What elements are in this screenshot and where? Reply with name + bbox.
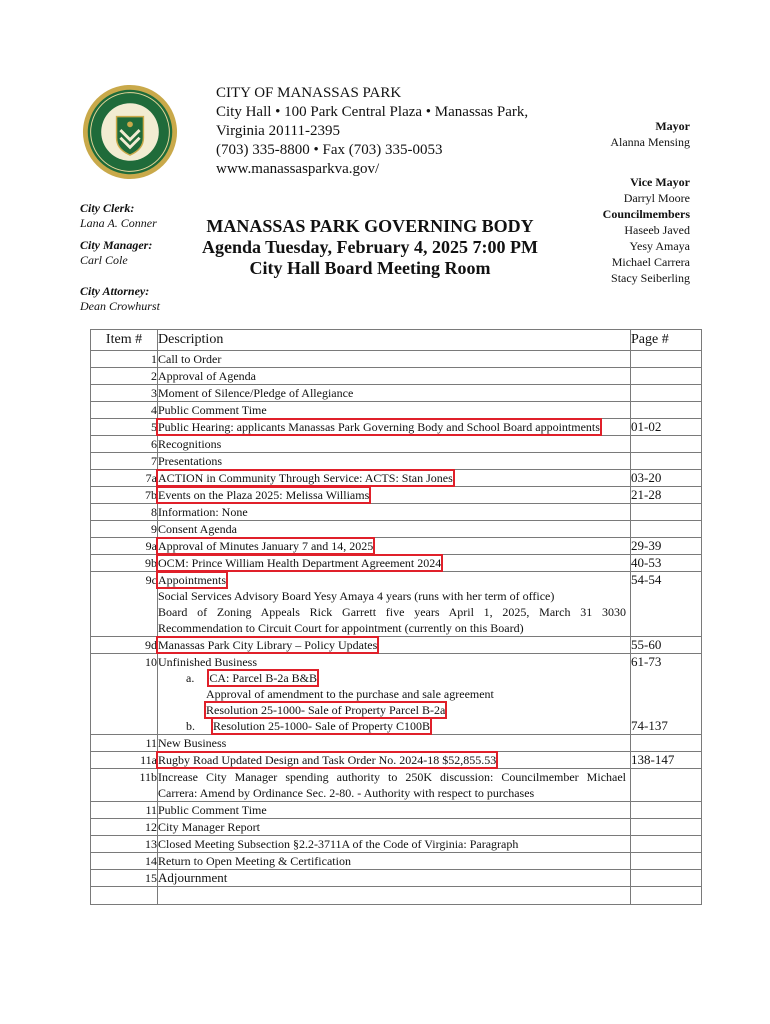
item-page <box>631 521 702 538</box>
city-state-zip: Virginia 20111-2395 <box>216 123 340 139</box>
item-number: 12 <box>91 819 158 836</box>
item-page: 03-20 <box>631 470 702 487</box>
city-manager-name: Carl Cole <box>80 253 128 267</box>
mayor-name: Alanna Mensing <box>610 135 690 149</box>
item-description: Public Comment Time <box>158 802 631 819</box>
governing-body-title: MANASSAS PARK GOVERNING BODY <box>206 216 534 236</box>
item-number: 2 <box>91 368 158 385</box>
sub-item-a <box>158 670 630 686</box>
minutes-approval-link[interactable]: Approval of Minutes January 7 and 14, 2025 <box>158 539 374 553</box>
table-row <box>91 470 702 487</box>
item-description: Presentations <box>158 453 631 470</box>
appointments-link[interactable]: Appointments <box>158 573 226 587</box>
item-number: 15 <box>91 870 158 887</box>
city-clerk-title: City Clerk: <box>80 201 135 215</box>
item-description <box>158 637 631 654</box>
item-page: 55-60 <box>631 637 702 654</box>
sub-item-detail <box>158 702 630 718</box>
health-department-agreement-link[interactable]: OCM: Prince William Health Department Agreement 2024 <box>158 556 442 570</box>
col-page-header: Page # <box>631 330 702 351</box>
sub-item-detail: Approval of amendment to the purchase and sale agreement <box>206 687 494 701</box>
item-page: 21-28 <box>631 487 702 504</box>
agenda-table <box>90 329 702 905</box>
agenda-date: Agenda Tuesday, February 4, 2025 7:00 PM <box>201 237 539 257</box>
unfinished-business-title: Unfinished Business <box>158 655 257 669</box>
item-page: 54-54 <box>631 572 702 637</box>
city-clerk-name: Lana A. Conner <box>80 216 157 230</box>
item-page <box>631 385 702 402</box>
resolution-c100b-link[interactable]: Resolution 25-1000- Sale of Property C100B <box>213 719 430 733</box>
table-row <box>91 654 702 735</box>
item-page <box>631 769 702 802</box>
table-row <box>91 521 702 538</box>
item-number: 5 <box>91 419 158 436</box>
vice-mayor-name: Darryl Moore <box>623 191 690 205</box>
item-page <box>631 402 702 419</box>
councilmember-name: Yesy Amaya <box>629 239 690 253</box>
item-number: 11 <box>91 735 158 752</box>
table-row <box>91 735 702 752</box>
table-row <box>91 853 702 870</box>
item-description: Approval of Agenda <box>158 368 631 385</box>
item-description: Adjournment <box>158 870 631 887</box>
councilmember-name: Stacy Seiberling <box>611 271 690 285</box>
acts-presentation-link[interactable]: ACTION in Community Through Service: ACTS: Stan Jones <box>158 471 453 485</box>
item-description: Consent Agenda <box>158 521 631 538</box>
item-number: 13 <box>91 836 158 853</box>
item-number: 9 <box>91 521 158 538</box>
page-range: 61-73 <box>631 654 662 669</box>
empty-cell <box>158 887 631 905</box>
item-description <box>158 572 631 637</box>
item-description: Moment of Silence/Pledge of Allegiance <box>158 385 631 402</box>
city-attorney-title: City Attorney: <box>80 284 150 298</box>
spending-authority-line: Increase City Manager spending authority to 250K discussion: Councilmember Michael <box>158 770 626 784</box>
table-row <box>91 637 702 654</box>
item-number: 11a <box>91 752 158 769</box>
website: www.manassasparkva.gov/ <box>216 161 380 177</box>
city-seal-logo <box>82 84 178 180</box>
table-row <box>91 572 702 637</box>
city-manager <box>80 238 152 268</box>
item-number: 8 <box>91 504 158 521</box>
table-row <box>91 385 702 402</box>
item-number: 9b <box>91 555 158 572</box>
item-description <box>158 538 631 555</box>
item-number: 11 <box>91 802 158 819</box>
public-hearing-link[interactable]: Public Hearing: applicants Manassas Park Governing Body and School Board appointments <box>158 420 600 434</box>
item-number: 11b <box>91 769 158 802</box>
table-row <box>91 769 702 802</box>
table-row <box>91 836 702 853</box>
empty-cell <box>631 887 702 905</box>
empty-cell <box>91 887 158 905</box>
item-page <box>631 436 702 453</box>
item-page <box>631 351 702 368</box>
item-page <box>631 870 702 887</box>
sub-item-label: b. <box>186 719 195 733</box>
item-number: 1 <box>91 351 158 368</box>
councilmember-name: Haseeb Javed <box>624 223 690 237</box>
table-row <box>91 402 702 419</box>
item-number: 3 <box>91 385 158 402</box>
table-row <box>91 504 702 521</box>
table-row <box>91 802 702 819</box>
item-page <box>631 504 702 521</box>
item-page <box>631 453 702 470</box>
table-row <box>91 368 702 385</box>
table-header-row <box>91 330 702 351</box>
library-policy-link[interactable]: Manassas Park City Library – Policy Updates <box>158 638 378 652</box>
city-attorney <box>80 284 160 314</box>
item-number: 6 <box>91 436 158 453</box>
item-number: 7a <box>91 470 158 487</box>
phone-fax: (703) 335-8800 • Fax (703) 335-0053 <box>216 142 443 158</box>
item-description <box>158 769 631 802</box>
mayor-title: Mayor <box>655 119 690 133</box>
resolution-parcel-b2a-link[interactable]: Resolution 25-1000- Sale of Property Parcel B-2a <box>206 703 446 717</box>
events-on-plaza-link[interactable]: Events on the Plaza 2025: Melissa Williams <box>158 488 370 502</box>
item-number: 9d <box>91 637 158 654</box>
item-number: 7b <box>91 487 158 504</box>
sub-item-label: a. <box>186 671 195 685</box>
meeting-room: City Hall Board Meeting Room <box>249 258 491 278</box>
table-row <box>91 487 702 504</box>
item-description: Call to Order <box>158 351 631 368</box>
page-range: 74-137 <box>631 718 668 733</box>
city-manager-title: City Manager: <box>80 238 153 252</box>
city-clerk <box>80 201 157 231</box>
item-description: City Manager Report <box>158 819 631 836</box>
item-page <box>631 853 702 870</box>
item-number: 14 <box>91 853 158 870</box>
col-item-header: Item # <box>91 330 158 351</box>
table-row <box>91 870 702 887</box>
item-number: 4 <box>91 402 158 419</box>
city-hall-address: City Hall • 100 Park Central Plaza • Manassas Park, <box>216 104 529 120</box>
appointment-detail: Social Services Advisory Board Yesy Amaya 4 years (runs with her term of office) <box>158 589 555 603</box>
item-description: Return to Open Meeting & Certification <box>158 853 631 870</box>
col-description-header: Description <box>158 330 631 351</box>
appointment-detail: Recommendation to Circuit Court for appointment (currently on this Board) <box>158 621 524 635</box>
item-page: 138-147 <box>631 752 702 769</box>
vice-mayor-title: Vice Mayor <box>630 175 690 189</box>
item-page: 29-39 <box>631 538 702 555</box>
item-description: Public Comment Time <box>158 402 631 419</box>
item-page <box>631 819 702 836</box>
table-row <box>91 752 702 769</box>
item-description: Recognitions <box>158 436 631 453</box>
city-attorney-name: Dean Crowhurst <box>80 299 160 313</box>
item-description: Information: None <box>158 504 631 521</box>
table-row <box>91 453 702 470</box>
item-number: 9c <box>91 572 158 637</box>
table-row <box>91 351 702 368</box>
item-description <box>158 752 631 769</box>
item-page: 01-02 <box>631 419 702 436</box>
item-page <box>631 654 702 735</box>
sub-item-b <box>158 718 630 734</box>
council-block <box>603 118 690 286</box>
table-row <box>91 419 702 436</box>
rugby-road-link[interactable]: Rugby Road Updated Design and Task Order No. 2024-18 $52,855.53 <box>158 753 497 767</box>
city-address-block <box>216 84 528 179</box>
item-description <box>158 654 631 735</box>
spending-authority-detail: Carrera: Amend by Ordinance Sec. 2-80. - Authority with respect to purchases <box>158 786 535 800</box>
item-page: 40-53 <box>631 555 702 572</box>
councilmember-name: Michael Carrera <box>611 255 690 269</box>
item-page <box>631 368 702 385</box>
appointment-detail: Board of Zoning Appeals Rick Garrett five years April 1, 2025, March 31 3030 <box>158 605 626 619</box>
item-number: 10 <box>91 654 158 735</box>
parcel-b2a-link[interactable]: CA: Parcel B-2a B&B <box>209 671 317 685</box>
table-row <box>91 436 702 453</box>
item-description: Closed Meeting Subsection §2.2-3711A of the Code of Virginia: Paragraph <box>158 836 631 853</box>
item-description <box>158 487 631 504</box>
table-row <box>91 538 702 555</box>
city-name: CITY OF MANASSAS PARK <box>216 85 402 101</box>
item-number: 9a <box>91 538 158 555</box>
item-description: New Business <box>158 735 631 752</box>
item-page <box>631 802 702 819</box>
item-page <box>631 735 702 752</box>
table-row <box>91 819 702 836</box>
item-description <box>158 419 631 436</box>
table-row <box>91 555 702 572</box>
item-description <box>158 555 631 572</box>
item-page <box>631 836 702 853</box>
item-number: 7 <box>91 453 158 470</box>
table-row-empty <box>91 887 702 905</box>
agenda-heading <box>200 216 540 279</box>
councilmembers-title: Councilmembers <box>602 207 690 221</box>
item-description <box>158 470 631 487</box>
